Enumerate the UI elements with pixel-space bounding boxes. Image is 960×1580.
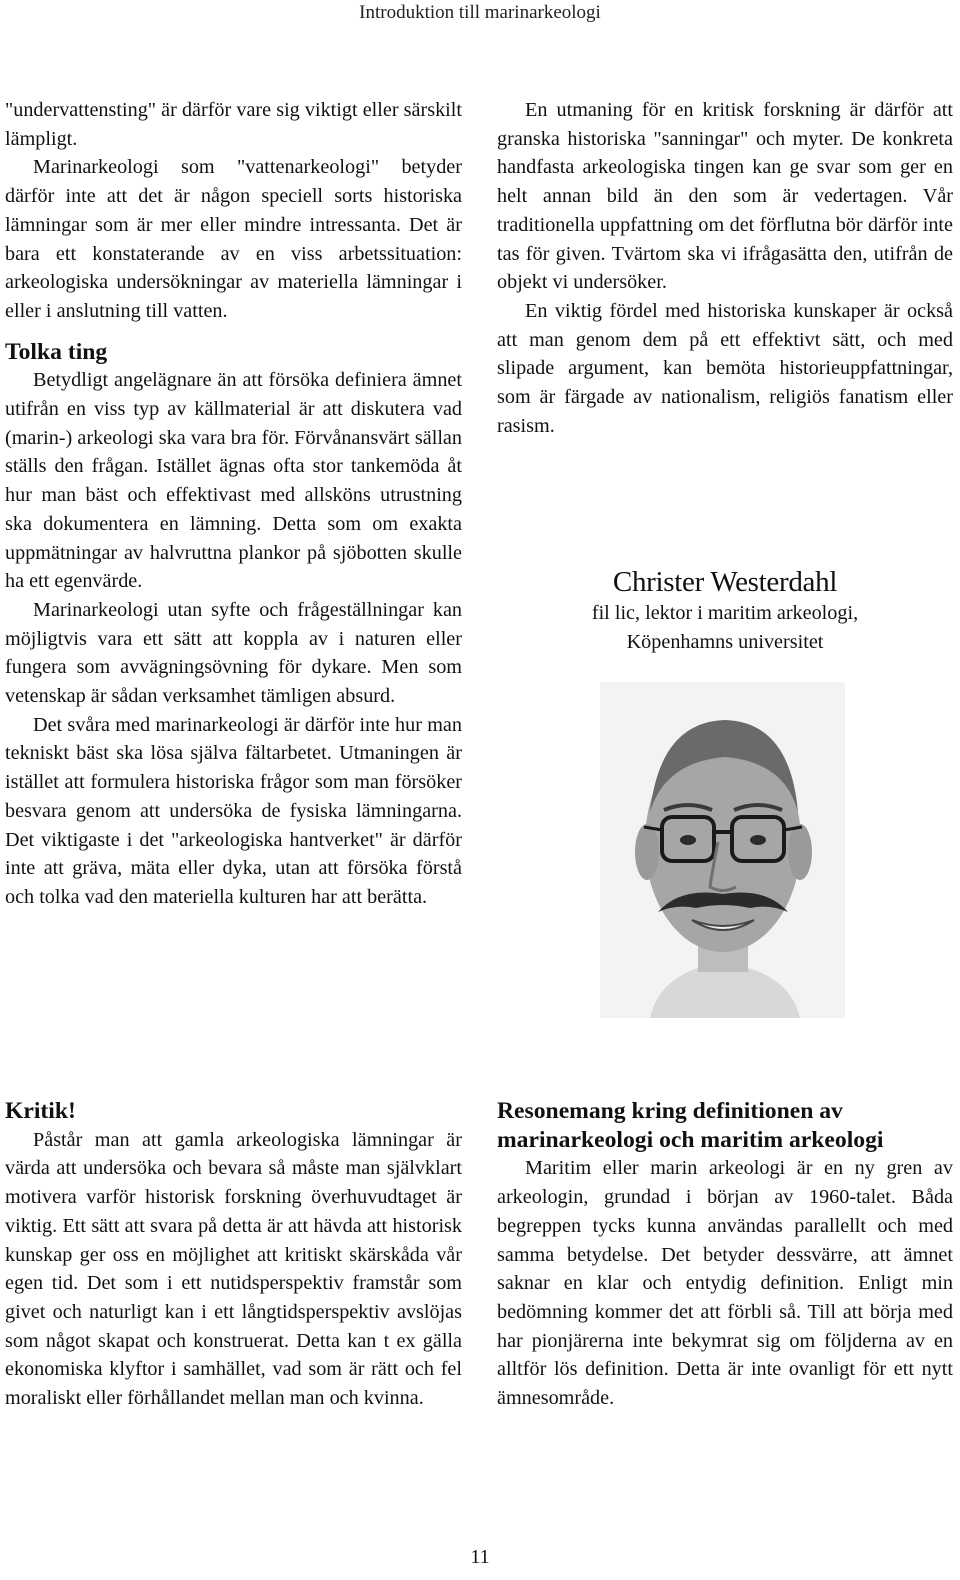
author-name: Christer Westerdahl (612, 566, 838, 598)
paragraph: Påstår man att gamla arkeologiska lämningar är värda att undersöka och bevara så måste man självklart motivera varför historisk forskning överhuvudtaget är viktig. Ett sätt att svara på detta är att hävda att historisk kunskap ger oss en möjlighet att kritiskt skärskåda vår egen tid. Det som i ett nutidsperspektiv framstår som givet och naturligt kan i ett långtidsperspektiv avslöjas som något skapat och konstruerat. Detta kan t ex gälla ekonomiska klyftor i samhället, vad som är rätt och fel moraliskt eller förhållandet mellan man och kvinna. (5, 1128, 462, 1410)
left-column-top (5, 96, 462, 912)
paragraph: Marinarkeologi som "vattenarkeologi" betyder därför inte att det är någon speciell sorts historiska lämningar som är mer eller mindre intressanta. Det är bara ett konstaterande av en viss arbetssituation: arkeologiska undersökningar av materiella lämningar i eller i anslutning till vatten. (5, 156, 462, 322)
running-header: Introduktion till marinarkeologi (359, 2, 601, 23)
paragraph: Marinarkeologi utan syfte och frågeställningar kan möjligtvis vara ett sätt att koppla av i naturen eller fungera som avvägningsövning för dykare. Men som vetenskap är sådan verksamhet tämligen absurd. (5, 598, 462, 708)
paragraph: "undervattensting" är därför vare sig viktigt eller särskilt lämpligt. (5, 99, 462, 150)
paragraph: En utmaning för en kritisk forskning är därför att granska historiska "sanningar" och myter. De konkreta handfasta arkeologiska tingen kan ge svar som ger en helt annan bild än den som är vedertagen. Vår traditionella uppfattning om det förflutna bör därför inte tas för given. Tvärtom ska vi ifrågasätta den, utifrån de objekt vi undersöker. (497, 99, 953, 294)
author-title-line-1: fil lic, lektor i maritim arkeologi, (591, 602, 859, 624)
author-portrait-photo (600, 682, 845, 1018)
paragraph: Betydligt angelägnare än att försöka definiera ämnet utifrån en viss typ av källmaterial är att diskutera vad (marin-) arkeologi ska vara bra för. Förvånansvärt sällan ställs den frågan. Istället ägnas ofta stor tankemöda åt hur man bäst och effektivast med allsköns utrustning ska dokumentera en lämning. Detta som om exakta uppmätningar av halvruttna plankor på sjöbotten skulle ha ett egenvärde. (5, 369, 462, 593)
author-block (497, 565, 953, 656)
section-heading-resonemang: Resonemang kring definitionen av marinarkeologi och maritim arkeologi (497, 1098, 884, 1153)
section-heading-kritik: Kritik! (5, 1098, 76, 1124)
paragraph: En viktig fördel med historiska kunskaper är också att man genom dem på ett effektivt sätt, och med slipade argument, kan bemöta historieuppfattningar, som är färgade av nationalism, religiös fanatism eller rasism. (497, 299, 953, 437)
section-heading-tolka-ting: Tolka ting (5, 338, 108, 365)
author-title-line-2: Köpenhamns universitet (626, 630, 824, 653)
left-column-bottom (5, 1097, 462, 1413)
page-number: 11 (470, 1546, 490, 1568)
right-column-bottom (497, 1097, 953, 1413)
right-column-top (497, 96, 953, 440)
paragraph: Maritim eller marin arkeologi är en ny gren av arkeologin, grundad i början av 1960-talet. Båda begreppen tycks kunna användas parallellt och med samma betydelse. Det betyder dessvärre, att ämnet saknar en klar och entydig definition. Enligt min bedömning kommer det att förbli så. Till att börja med har pionjärerna inte bekymrat sig om följderna av en alltför lös definition. Detta är inte ovanligt för ett nytt ämnesområde. (497, 1157, 953, 1410)
paragraph: Det svåra med marinarkeologi är därför inte hur man tekniskt bäst ska lösa själva fältarbetet. Utmaningen är istället att formulera historiska frågor som man försöker besvara genom att undersöka de fysiska lämningarna. Det viktigaste i det "arkeologiska hantverket" är därför inte att gräva, mäta eller dyka, utan att försöka förstå och tolka vad den materiella kulturen har att berätta. (5, 713, 462, 908)
